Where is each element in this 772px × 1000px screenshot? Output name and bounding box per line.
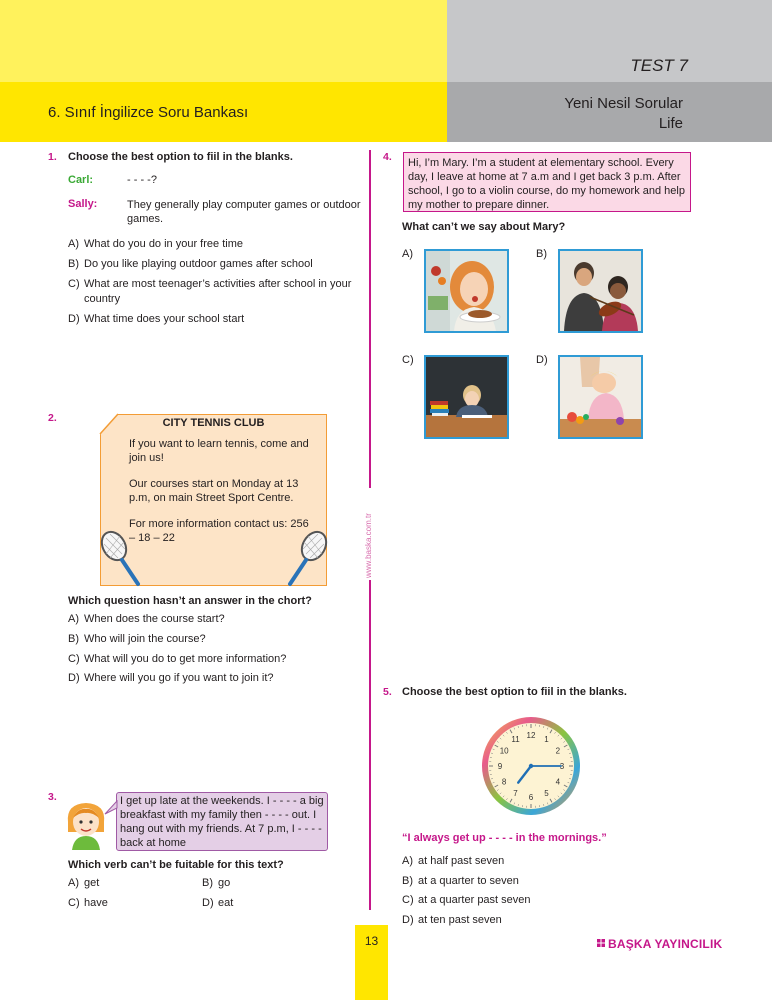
option-text: Who will join the course? bbox=[84, 633, 206, 645]
clock-number: 9 bbox=[497, 762, 503, 771]
q5-option-d[interactable] bbox=[402, 913, 502, 928]
publisher-logo-icon bbox=[597, 939, 605, 947]
option-text: What are most teenager’s activities after school in your country bbox=[84, 278, 352, 305]
option-letter: C) bbox=[68, 897, 80, 909]
q2-number: 2. bbox=[48, 412, 57, 424]
q1-option-c[interactable] bbox=[68, 277, 364, 307]
q3-number: 3. bbox=[48, 791, 57, 803]
option-text: go bbox=[218, 877, 231, 889]
violin-lesson-photo bbox=[560, 251, 641, 331]
q1-speaker-sally: Sally: bbox=[68, 198, 98, 210]
q3-option-d[interactable] bbox=[202, 896, 233, 911]
girl-eating-photo bbox=[426, 251, 507, 331]
q1-number: 1. bbox=[48, 151, 57, 163]
girl-avatar-icon bbox=[64, 800, 108, 850]
boy-studying-photo bbox=[426, 357, 507, 437]
q4-option-a[interactable] bbox=[424, 249, 509, 333]
q4-option-a-letter: A) bbox=[402, 248, 413, 260]
clock-center bbox=[529, 764, 533, 768]
q3-prompt: Which verb can’t be fuitable for this text? bbox=[68, 859, 284, 871]
option-text: at a quarter to seven bbox=[418, 875, 519, 887]
watermark: www.baska.com.tr bbox=[364, 513, 373, 578]
option-text: eat bbox=[218, 897, 234, 909]
clock-number: 1 bbox=[544, 735, 549, 745]
q2-option-a[interactable] bbox=[68, 612, 225, 627]
option-letter: C) bbox=[68, 278, 80, 290]
q1-carl-line: - - - -? bbox=[127, 174, 157, 186]
clock-number: 3 bbox=[559, 762, 565, 771]
q2-prompt: Which question hasn’t an answer in the chort? bbox=[68, 595, 312, 607]
q1-speaker-carl: Carl: bbox=[68, 174, 94, 186]
q3-option-c[interactable] bbox=[68, 896, 108, 911]
q4-number: 4. bbox=[383, 151, 392, 163]
q5-prompt: Choose the best option to fiil in the blanks. bbox=[402, 686, 627, 698]
clock-number: 7 bbox=[513, 788, 518, 798]
q4-option-d[interactable] bbox=[558, 355, 643, 439]
q4-prompt: What can’t we say about Mary? bbox=[402, 221, 566, 233]
option-text: What time does your school start bbox=[84, 313, 245, 325]
option-letter: A) bbox=[68, 238, 79, 250]
header-yellow-top bbox=[0, 0, 447, 82]
q1-sally-line: They generally play computer games or outdoor games. bbox=[127, 199, 361, 225]
header-gray-band bbox=[447, 82, 772, 142]
q4-option-d-letter: D) bbox=[536, 354, 548, 366]
tennis-racket-right-icon bbox=[280, 530, 328, 588]
q4-option-c[interactable] bbox=[424, 355, 509, 439]
flyer-paragraph-2: Our courses start on Monday at 13 p.m, on main Street Sport Centre. bbox=[129, 478, 299, 504]
q1-option-a[interactable] bbox=[68, 237, 243, 252]
q3-speech-text: I get up late at the weekends. I - - - - a big breakfast with my family then - - - - out. I hang out with my friends. At 7 p.m, I - - - - back at home bbox=[120, 795, 324, 849]
flyer-paragraph-3: For more information contact us: 256 – 18 – 22 bbox=[129, 518, 309, 544]
option-letter: D) bbox=[202, 897, 214, 909]
q5-quote: “I always get up - - - - in the mornings.” bbox=[402, 832, 607, 844]
option-letter: B) bbox=[68, 258, 79, 270]
q4-option-c-letter: C) bbox=[402, 354, 414, 366]
q5-number: 5. bbox=[383, 686, 392, 698]
flyer-paragraph-1: If you want to learn tennis, come and join us! bbox=[129, 438, 309, 464]
q2-option-b[interactable] bbox=[68, 632, 206, 647]
clock-number: 8 bbox=[501, 777, 507, 787]
q3-option-b[interactable] bbox=[202, 876, 230, 891]
option-text: at half past seven bbox=[418, 855, 505, 867]
q5-option-b[interactable] bbox=[402, 874, 519, 889]
clock-number: 5 bbox=[544, 788, 549, 798]
q1-prompt: Choose the best option to fiil in the blanks. bbox=[68, 151, 293, 163]
option-letter: B) bbox=[68, 633, 79, 645]
clock-number: 6 bbox=[528, 793, 534, 802]
header-gray-top bbox=[447, 0, 772, 82]
clock-number: 12 bbox=[526, 731, 536, 740]
option-letter: A) bbox=[68, 613, 79, 625]
option-letter: A) bbox=[402, 855, 413, 867]
option-letter: D) bbox=[68, 313, 80, 325]
book-title: 6. Sınıf İngilizce Soru Bankası bbox=[48, 104, 249, 121]
option-letter: A) bbox=[68, 877, 79, 889]
subtitle-line1: Yeni Nesil Sorular bbox=[564, 95, 683, 112]
speech-bubble-tail bbox=[104, 800, 118, 816]
option-text: What will you do to get more information? bbox=[84, 653, 287, 665]
option-letter: C) bbox=[402, 894, 414, 906]
option-text: have bbox=[84, 897, 108, 909]
test-label: TEST 7 bbox=[630, 56, 688, 75]
option-text: at a quarter past seven bbox=[418, 894, 531, 906]
page-number: 13 bbox=[364, 934, 379, 948]
option-text: at ten past seven bbox=[418, 914, 502, 926]
option-text: Do you like playing outdoor games after school bbox=[84, 258, 313, 270]
clock-number: 2 bbox=[555, 746, 561, 756]
q1-option-d[interactable] bbox=[68, 312, 244, 327]
option-text: What do you do in your free time bbox=[84, 238, 243, 250]
option-letter: D) bbox=[402, 914, 414, 926]
q5-option-a[interactable] bbox=[402, 854, 504, 869]
q4-option-b-letter: B) bbox=[536, 248, 547, 260]
option-letter: B) bbox=[202, 877, 213, 889]
clock-number: 10 bbox=[499, 746, 509, 756]
tennis-racket-left-icon bbox=[100, 530, 148, 588]
q3-option-a[interactable] bbox=[68, 876, 99, 891]
q1-option-b[interactable] bbox=[68, 257, 313, 272]
option-letter: D) bbox=[68, 672, 80, 684]
flyer-title: CITY TENNIS CLUB bbox=[162, 417, 265, 429]
option-letter: B) bbox=[402, 875, 413, 887]
q4-option-b[interactable] bbox=[558, 249, 643, 333]
subtitle-line2: Life bbox=[658, 115, 683, 132]
option-letter: C) bbox=[68, 653, 80, 665]
q2-option-c[interactable] bbox=[68, 652, 286, 667]
q5-option-c[interactable] bbox=[402, 893, 531, 908]
q2-option-d[interactable] bbox=[68, 671, 274, 686]
option-text: get bbox=[84, 877, 100, 889]
q4-passage: Hi, I’m Mary. I’m a student at elementary school. Every day, I leave at home at 7 a.m and I get back 3 p.m. After school, I go to a violin course, do my homework and help my mother to prepare dinner. bbox=[408, 157, 685, 211]
girl-cooking-photo bbox=[560, 357, 641, 437]
clock-number: 11 bbox=[511, 735, 520, 745]
option-text: When does the course start? bbox=[84, 613, 225, 625]
option-text: Where will you go if you want to join it? bbox=[84, 672, 274, 684]
wall-clock bbox=[479, 714, 583, 818]
publisher-name: BAŞKA YAYINCILIK bbox=[608, 937, 723, 951]
clock-number: 4 bbox=[555, 777, 561, 787]
